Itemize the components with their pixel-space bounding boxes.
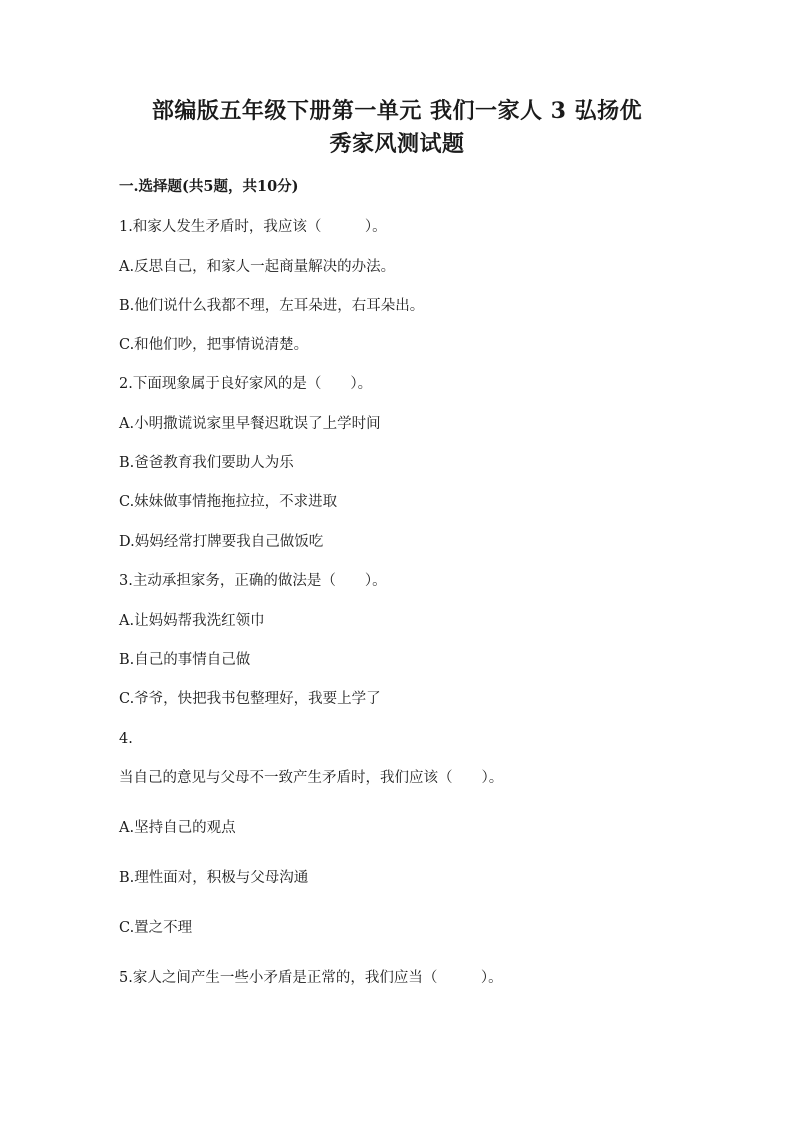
- question-2-option-d: D.妈妈经常打牌要我自己做饭吃: [119, 534, 324, 550]
- question-2-option-a: A.小明撒谎说家里早餐迟耽误了上学时间: [119, 416, 381, 432]
- question-2-stem: 2.下面现象属于良好家风的是（ ）。: [119, 376, 373, 392]
- question-1-option-b: B.他们说什么我都不理，左耳朵进，右耳朵出。: [119, 298, 425, 314]
- page-title-line-1: 部编版五年级下册第一单元 我们一家人 3 弘扬优: [151, 98, 643, 124]
- question-4-option-a: A.坚持自己的观点: [119, 820, 236, 836]
- question-3-option-c: C.爷爷，快把我书包整理好，我要上学了: [119, 691, 381, 707]
- question-5-stem: 5.家人之间产生一些小矛盾是正常的，我们应当（ ）。: [119, 970, 503, 986]
- section-heading: 一.选择题(共5题，共10分): [119, 178, 299, 195]
- page-title-line-2: 秀家风测试题: [329, 131, 465, 157]
- question-2-option-c: C.妹妹做事情拖拖拉拉，不求进取: [119, 494, 338, 510]
- question-4-number: 4.: [119, 731, 133, 747]
- question-4-option-c: C.置之不理: [119, 920, 193, 936]
- question-1-option-a: A.反思自己，和家人一起商量解决的办法。: [119, 259, 396, 275]
- question-3-option-a: A.让妈妈帮我洗红领巾: [119, 613, 265, 629]
- question-3-option-b: B.自己的事情自己做: [119, 652, 251, 668]
- question-4-stem: 当自己的意见与父母不一致产生矛盾时，我们应该（ ）。: [119, 770, 504, 786]
- question-2-option-b: B.爸爸教育我们要助人为乐: [119, 455, 294, 471]
- question-4-option-b: B.理性面对，积极与父母沟通: [119, 870, 309, 886]
- question-1-option-c: C.和他们吵，把事情说清楚。: [119, 337, 309, 353]
- question-1-stem: 1.和家人发生矛盾时，我应该（ ）。: [119, 219, 387, 235]
- question-3-stem: 3.主动承担家务，正确的做法是（ ）。: [119, 573, 387, 589]
